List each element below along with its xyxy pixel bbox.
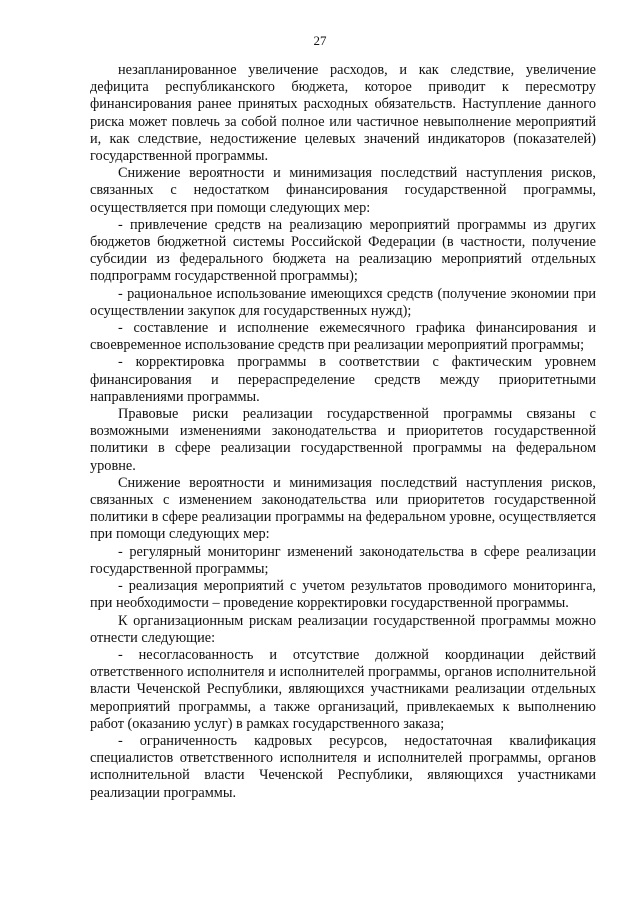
paragraph-risk-consequences: незапланированное увеличение расходов, и как следствие, увеличение дефицита республиканского бюджета, которое приводит к пересмотру финансирования ранее принятых расходных обязательств. Наступление данного риска может повлечь за собой полное или частичное невыполнение мероприятий и, как следствие, недостижение целевых значений индикаторов (показателей) государственной программы.: [90, 62, 596, 165]
document-body: [90, 62, 596, 802]
list-item-legislation-monitoring: - регулярный мониторинг изменений законодательства в сфере реализации государственной программы;: [90, 543, 596, 577]
list-item-coordination: - несогласованность и отсутствие должной координации действий ответственного исполнителя и исполнителей программы, органов исполнительной власти Чеченской Республики, являющихся участниками реализации отдельных мероприятий программы, а также организаций, привлекаемых к выполнению работ (оказанию услуг) в рамках государственного заказа;: [90, 646, 596, 732]
paragraph-organizational-risks: К организационным рискам реализации государственной программы можно отнести следующие:: [90, 612, 596, 646]
paragraph-legal-risks: Правовые риски реализации государственной программы связаны с возможными изменениями законодательства и приоритетов государственной политики в сфере реализации государственной программы на федеральном уровне.: [90, 406, 596, 474]
paragraph-legal-risk-measures: Снижение вероятности и минимизация последствий наступления рисков, связанных с изменением законодательства или приоритетов государственной политики в сфере реализации программы на федеральном уровне, осуществляется при помощи следующих мер:: [90, 474, 596, 543]
list-item-monthly-schedule: - составление и исполнение ежемесячного графика финансирования и своевременное использование средств при реализации мероприятий программы;: [90, 320, 596, 354]
paragraph-financing-risk-measures: Снижение вероятности и минимизация последствий наступления рисков, связанных с недостатком финансирования государственной программы, осуществляется при помощи следующих мер:: [90, 165, 596, 216]
list-item-monitoring-actions: - реализация мероприятий с учетом результатов проводимого мониторинга, при необходимости – проведение корректировки государственной программы.: [90, 578, 596, 612]
list-item-attract-funds: - привлечение средств на реализацию мероприятий программы из других бюджетов бюджетной системы Российской Федерации (в частности, получение субсидии из федерального бюджета на реализацию мероприятий отдельных подпрограмм государственной программы);: [90, 216, 596, 285]
list-item-program-adjustment: - корректировка программы в соответствии с фактическим уровнем финансирования и перераспределение средств между приоритетными направлениями программы.: [90, 354, 596, 405]
list-item-rational-use: - рациональное использование имеющихся средств (получение экономии при осуществлении закупок для государственных нужд);: [90, 285, 596, 319]
page-number: 27: [313, 33, 327, 48]
list-item-staff-resources: - ограниченность кадровых ресурсов, недостаточная квалификация специалистов ответственного исполнителя и исполнителей программы, органов исполнительной власти Чеченской Республики, являющихся участниками реализации программы.: [90, 732, 596, 801]
